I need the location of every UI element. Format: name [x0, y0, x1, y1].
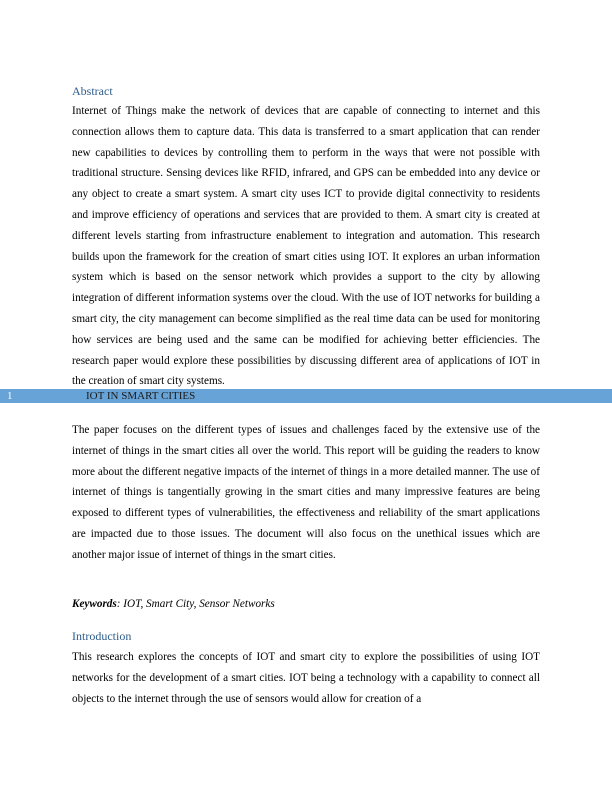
running-title: IOT IN SMART CITIES: [86, 390, 196, 402]
page-number: 1: [7, 390, 13, 402]
introduction-paragraph: This research explores the concepts of IOT and smart city to explore the possibilities of using IOT networks for the development of a smart cities. IOT being a technology with a capability to connect all objects to the internet through the use of sensors would allow for creation of a: [72, 651, 540, 705]
abstract-paragraph: Internet of Things make the network of devices that are capable of connecting to internet and this connection allows them to capture data. This data is transferred to a smart application that can render new capabilities to devices by controlling them to perform in the ways that were not possible with traditional structure. Sensing devices like RFID, infrared, and GPS can be embedded into any device or any object to create a smart system. A smart city uses ICT to provide digital connectivity to residents and improve efficiency of operations and services that are provided to them. A smart city is created at different levels starting from infrastructure enablement to integration and automation. This research builds upon the framework for the creation of smart cities using IOT. It explores an urban information system which is based on the sensor network which provides a support to the city by allowing integration of different information systems over the cloud. With the use of IOT networks for building a smart city, the city management can become simplified as the real time data can be used for monitoring how services are being used and the same can be modified for achieving better efficiencies. The research paper would explore these possibilities by discussing different area of applications of IOT in the creation of smart city systems.: [72, 105, 540, 388]
keywords-line: [72, 595, 275, 613]
keywords-text: : IOT, Smart City, Sensor Networks: [116, 598, 275, 610]
introduction-heading: Introduction: [72, 629, 132, 643]
keywords-label: Keywords: [72, 598, 117, 610]
abstract-heading: Abstract: [72, 84, 113, 98]
body-paragraph-2: The paper focuses on the different types of issues and challenges faced by the extensive use of the internet of things in the smart cities all over the world. This report will be guiding the readers to know more about the different negative impacts of the internet of things in a more detailed manner. The use of internet of things is tangentially growing in the smart cities and many impressive features are being exposed to different types of vulnerabilities, the effectiveness and reliability of the smart applications are impacted due to those issues. The document will also focus on the unethical issues which are another major issue of internet of things in the smart cities.: [72, 424, 540, 561]
